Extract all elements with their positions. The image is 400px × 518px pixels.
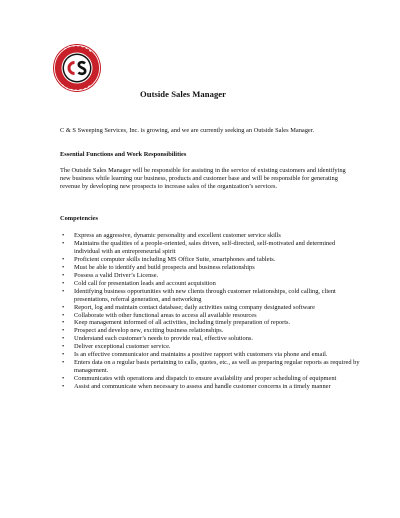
- list-item: [60, 351, 360, 359]
- list-item: [60, 280, 360, 288]
- list-item: [60, 312, 360, 320]
- list-item-text: Express an aggressive, dynamic personality and excellent customer service skills: [74, 232, 281, 239]
- page-title: Outside Sales Manager: [140, 89, 227, 99]
- bullet-icon: •: [62, 232, 65, 239]
- list-item-text: Deliver exceptional customer service.: [74, 343, 171, 351]
- bullet-icon: •: [62, 279, 65, 287]
- list-item: [60, 319, 360, 327]
- list-item: [60, 264, 360, 272]
- bullet-icon: •: [62, 343, 65, 351]
- list-item-text: Enters data on a regular basis pertaining to calls, quotes, etc., as well as preparing regular reports as required by management.: [74, 359, 360, 375]
- list-item: [60, 240, 360, 256]
- competencies-heading: Competencies: [60, 215, 98, 222]
- competencies-list: [60, 232, 360, 391]
- list-item: [60, 256, 360, 264]
- intro-paragraph: C & S Sweeping Services, Inc. is growing, and we are currently seeking an Outside Sales Manager.: [60, 127, 315, 134]
- company-logo: [52, 43, 102, 93]
- list-item: [60, 335, 360, 343]
- bullet-icon: •: [62, 239, 65, 247]
- bullet-icon: •: [62, 375, 65, 383]
- bullet-icon: •: [62, 359, 65, 367]
- bullet-icon: •: [62, 383, 65, 391]
- list-item: [60, 359, 360, 375]
- bullet-icon: •: [62, 263, 65, 271]
- bullet-icon: •: [62, 319, 65, 327]
- list-item: [60, 232, 360, 240]
- essential-functions-heading: Essential Functions and Work Responsibilities: [60, 151, 187, 158]
- list-item: [60, 383, 360, 391]
- list-item-text: Maintains the qualities of a people-oriented, sales driven, self-directed, self-motivated and determined individual with an entrepreneurial spirit: [74, 239, 336, 255]
- list-item-text: Must be able to identify and build prospects and business relationships: [74, 263, 255, 271]
- bullet-icon: •: [62, 335, 65, 343]
- bullet-icon: •: [62, 303, 65, 311]
- bullet-icon: •: [62, 311, 65, 319]
- list-item: [60, 327, 360, 335]
- list-item: [60, 304, 360, 312]
- list-item-text: Possess a valid Driver’s License.: [74, 271, 159, 279]
- bullet-icon: •: [62, 287, 65, 295]
- bullet-icon: •: [62, 327, 65, 335]
- bullet-icon: •: [62, 255, 65, 263]
- list-item: [60, 288, 360, 304]
- list-item: [60, 343, 360, 351]
- cs-seal-icon: [52, 43, 102, 93]
- list-item: [60, 272, 360, 280]
- list-item-text: Proficient computer skills including MS Office Suite, smartphones and tablets.: [74, 255, 276, 263]
- bullet-icon: •: [62, 271, 65, 279]
- essential-functions-paragraph: The Outside Sales Manager will be responsible for assisting in the service of existing customers and identifying new business while learning our business, products and customer base and will be responsible for generating revenue by developing new prospects to increase sales of the organization’s services.: [60, 167, 346, 191]
- list-item-text: Communicates with operations and dispatch to ensure availability and proper scheduling of equipment: [74, 375, 337, 383]
- list-item-text: Collaborate with other functional areas to access all available resources: [74, 311, 257, 319]
- list-item-text: Is an effective communicator and maintains a positive rapport with customers via phone and email.: [74, 351, 328, 359]
- list-item-text: Report, log and maintain contact database; daily activities using company designated software: [74, 303, 315, 311]
- list-item-text: Cold call for presentation leads and account acquisition: [74, 279, 216, 287]
- list-item: [60, 375, 360, 383]
- list-item-text: Identifying business opportunities with new clients through customer relationships, cold calling, client presentations, referral generation, and networking: [74, 287, 336, 303]
- list-item-text: Keep management informed of all activities, including timely preparation of reports.: [74, 319, 291, 327]
- list-item-text: Prospect and develop new, exciting business relationships.: [74, 327, 224, 335]
- list-item-text: Understand each customer’s needs to provide real, effective solutions.: [74, 335, 253, 343]
- list-item-text: Assist and communicate when necessary to assess and handle customer concerns in a timely manner: [74, 383, 331, 391]
- bullet-icon: •: [62, 351, 65, 359]
